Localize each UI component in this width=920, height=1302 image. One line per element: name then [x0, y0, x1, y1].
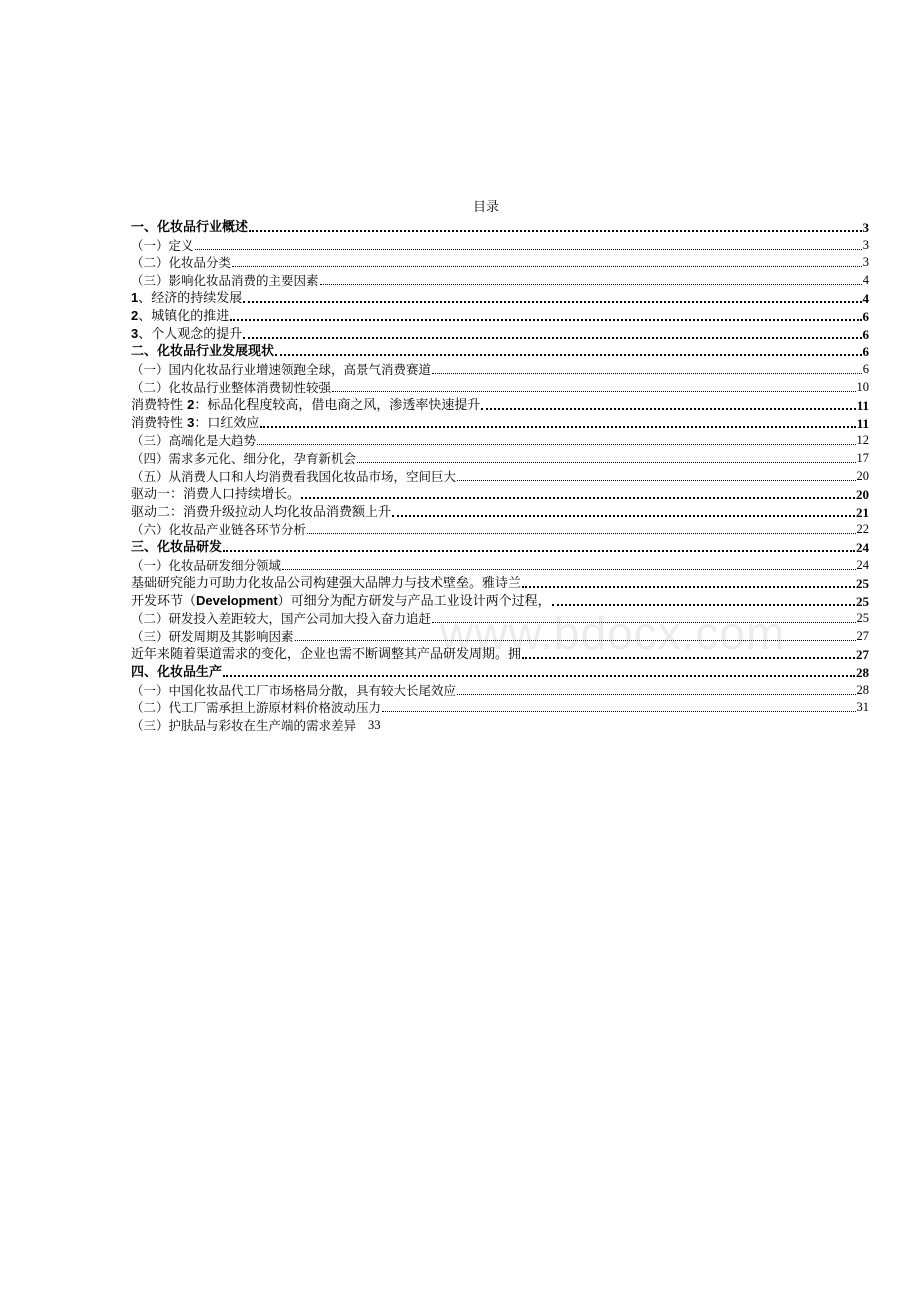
- toc-page-number: 6: [862, 326, 869, 342]
- toc-dot-leader: [332, 391, 855, 392]
- toc-page-number: 3: [862, 237, 869, 252]
- toc-entry-label: [131, 415, 259, 431]
- toc-entry[interactable]: [131, 662, 869, 680]
- toc-entry-label: [131, 255, 231, 270]
- toc-entry[interactable]: [131, 591, 869, 609]
- toc-entry-label: [131, 238, 194, 253]
- toc-dot-leader: [275, 354, 861, 356]
- toc-page-number: 20: [856, 486, 869, 502]
- toc-entry-label: [131, 290, 242, 306]
- toc-entry[interactable]: [131, 324, 869, 342]
- toc-dot-leader: [552, 604, 855, 606]
- toc-entry-label: [131, 308, 229, 324]
- toc-entry-text: （三）研发周期及其影响因素: [131, 629, 294, 645]
- toc-dot-leader: [382, 711, 855, 712]
- toc-entry-text: 驱动二：消费升级拉动人均化妆品消费额上升: [131, 504, 392, 520]
- toc-dot-leader: [223, 550, 855, 552]
- toc-entry-label: [131, 344, 274, 359]
- toc-entry-text: 基础研究能力可助力化妆品公司构建强大品牌力与技术壁垒。雅诗兰: [131, 575, 522, 591]
- toc-entry-label: [131, 451, 356, 466]
- toc-entry-text: 三、化妆品研发: [131, 540, 223, 556]
- toc-entry-label: [131, 220, 248, 235]
- toc-dot-leader: [392, 515, 855, 517]
- toc-entry-label: [131, 665, 222, 680]
- toc-entry-text: （三）高端化是大趋势: [131, 433, 257, 449]
- toc-dot-leader: [232, 266, 862, 267]
- toc-entry-text-suffix: ：标品化程度较高，借电商之风，渗透率快速提升: [194, 397, 481, 413]
- toc-dot-leader: [301, 497, 855, 499]
- toc-entry-text: （一）中国化妆品代工厂市场格局分散，具有较大长尾效应: [131, 682, 457, 698]
- toc-entry[interactable]: [131, 342, 869, 360]
- toc-entry[interactable]: [131, 306, 869, 324]
- toc-entry-label: [131, 611, 431, 626]
- toc-dot-leader: [457, 480, 855, 481]
- toc-page-number: 4: [862, 290, 869, 306]
- toc-entry-text: （一）化妆品研发细分领域: [131, 557, 282, 573]
- toc-page-number: 21: [856, 504, 869, 520]
- toc-page-number: 22: [856, 522, 869, 537]
- toc-dot-leader: [457, 694, 855, 695]
- toc-entry-label: [131, 700, 381, 715]
- toc-entry-text: 开发环节（: [131, 593, 197, 609]
- toc-entry-label: [131, 397, 480, 413]
- toc-entry[interactable]: [131, 573, 869, 591]
- watermark: www.bdocx.com: [440, 607, 786, 659]
- toc-entry[interactable]: [131, 253, 869, 271]
- toc-entry-text-suffix: ）可细分为配方研发与产品工业设计两个过程，: [277, 593, 551, 609]
- toc-dot-leader: [195, 249, 862, 250]
- toc-entry-text: （二）化妆品分类: [131, 255, 232, 271]
- toc-entry-text: （五）从消费人口和人均消费看我国化妆品市场，空间巨大: [131, 468, 457, 484]
- toc-dot-leader: [432, 622, 855, 623]
- toc-dot-leader: [243, 337, 861, 339]
- toc-entry-text: （二）化妆品行业整体消费韧性较强: [131, 379, 332, 395]
- toc-title: 目录: [472, 200, 499, 215]
- toc-entry-text: 消费特性: [131, 415, 188, 431]
- toc-page-number: 28: [856, 664, 869, 680]
- toc-entry[interactable]: [131, 270, 869, 288]
- toc-page-number: 27: [856, 629, 869, 644]
- toc-entry[interactable]: [131, 448, 869, 466]
- toc-page-number: 24: [856, 540, 869, 556]
- toc-entry-latin: 3: [187, 414, 195, 430]
- toc-page-number: 25: [856, 611, 869, 626]
- toc-entry[interactable]: [131, 395, 869, 413]
- toc-page-number: 17: [856, 451, 869, 466]
- toc-entry-label: [131, 362, 431, 377]
- toc-page-number: 20: [856, 468, 869, 483]
- toc-dot-leader: [295, 640, 856, 641]
- toc-entry[interactable]: [131, 377, 869, 395]
- toc-dot-leader: [522, 657, 855, 659]
- toc-entry[interactable]: [131, 217, 869, 235]
- toc-entry-label: [131, 629, 294, 644]
- toc-entry-latin: 2: [187, 396, 195, 412]
- toc-entry-label: [131, 540, 222, 555]
- toc-entry[interactable]: [131, 555, 869, 573]
- toc-page-number: 6: [862, 362, 869, 377]
- toc-page-number: 12: [856, 433, 869, 448]
- toc-entry-label: [131, 469, 456, 484]
- toc-entry-text: （四）需求多元化、细分化，孕育新机会: [131, 451, 357, 467]
- toc-list: [131, 217, 869, 733]
- toc-entry-text: （一）国内化妆品行业增速领跑全球，高景气消费赛道: [131, 362, 432, 378]
- toc-entry-label: [131, 718, 356, 733]
- toc-page-number: 25: [856, 575, 869, 591]
- toc-entry[interactable]: [131, 466, 869, 484]
- toc-entry-text: （二）代工厂需承担上游原材料价格波动压力: [131, 700, 382, 716]
- toc-dot-leader: [230, 319, 861, 321]
- toc-entry[interactable]: [131, 520, 869, 538]
- toc-page-number: 3: [862, 219, 869, 235]
- toc-dot-leader: [249, 230, 861, 232]
- toc-entry-text: 二、化妆品行业发展现状: [131, 344, 275, 360]
- toc-page-number: 4: [862, 273, 869, 288]
- toc-entry-text: 、城镇化的推进: [138, 308, 230, 324]
- toc-entry-text: （六）化妆品产业链各环节分析: [131, 522, 307, 538]
- toc-entry-label: [131, 380, 331, 395]
- toc-page-number: 31: [856, 700, 869, 715]
- toc-entry-number: 3: [131, 325, 139, 341]
- toc-entry-text: （三）影响化妆品消费的主要因素: [131, 273, 319, 289]
- toc-entry-text: （三）护肤品与彩妆在生产端的需求差异: [131, 718, 357, 734]
- toc-entry-label: [131, 505, 391, 520]
- toc-page-number: 6: [862, 308, 869, 324]
- toc-entry[interactable]: [131, 235, 869, 253]
- toc-entry-label: [131, 647, 521, 662]
- toc-entry[interactable]: [131, 644, 869, 662]
- toc-entry-latin: Development: [196, 592, 278, 608]
- toc-dot-leader: [260, 426, 855, 428]
- toc-entry-text: 、个人观念的提升: [138, 326, 243, 342]
- toc-dot-leader: [257, 444, 855, 445]
- toc-entry[interactable]: [131, 431, 869, 449]
- toc-dot-leader: [357, 462, 855, 463]
- toc-page-number: 28: [856, 682, 869, 697]
- toc-entry-label: [131, 576, 521, 591]
- toc-entry-text: 、经济的持续发展: [138, 290, 243, 306]
- toc-dot-leader: [320, 284, 862, 285]
- toc-entry-label: [131, 593, 551, 609]
- toc-entry-text: （一）定义: [131, 237, 194, 253]
- toc-entry[interactable]: [131, 698, 869, 716]
- toc-page-number: 27: [856, 646, 869, 662]
- toc-entry-label: [131, 522, 306, 537]
- toc-page-number: 11: [856, 415, 869, 431]
- toc-page-number: 3: [862, 255, 869, 270]
- toc-entry-number: 1: [131, 289, 139, 305]
- toc-dot-leader: [282, 569, 855, 570]
- toc-entry[interactable]: [131, 502, 869, 520]
- toc-page-number: 6: [862, 344, 869, 360]
- toc-entry[interactable]: [131, 715, 869, 733]
- toc-page-number: 10: [856, 379, 869, 394]
- toc-entry-number: 2: [131, 307, 139, 323]
- toc-entry-text: 四、化妆品生产: [131, 664, 223, 680]
- toc-page-number: 11: [856, 397, 869, 413]
- toc-entry-label: [131, 273, 319, 288]
- toc-entry[interactable]: [131, 626, 869, 644]
- toc-page-number: 33: [368, 718, 381, 733]
- toc-dot-leader: [223, 675, 855, 677]
- toc-entry[interactable]: [131, 609, 869, 627]
- toc-entry-label: [131, 433, 256, 448]
- toc-entry-text: 驱动一：消费人口持续增长。: [131, 486, 301, 502]
- toc-entry-label: [131, 558, 281, 573]
- toc-entry[interactable]: [131, 537, 869, 555]
- toc-page-number: 24: [856, 557, 869, 572]
- toc-dot-leader: [307, 533, 855, 534]
- toc-entry-text: 消费特性: [131, 397, 188, 413]
- toc-dot-leader: [522, 586, 855, 588]
- toc-entry[interactable]: [131, 680, 869, 698]
- toc-dot-leader: [481, 408, 855, 410]
- toc-entry[interactable]: [131, 288, 869, 306]
- toc-page-number: 25: [856, 593, 869, 609]
- toc-entry[interactable]: [131, 484, 869, 502]
- toc-entry-label: [131, 683, 456, 698]
- toc-entry[interactable]: [131, 359, 869, 377]
- toc-entry-text: 一、化妆品行业概述: [131, 219, 249, 235]
- toc-entry-label: [131, 487, 300, 502]
- toc-entry-label: [131, 326, 242, 342]
- toc-entry[interactable]: [131, 413, 869, 431]
- toc-entry-text-suffix: ：口红效应: [194, 415, 260, 431]
- toc-entry-text: （二）研发投入差距较大，国产公司加大投入奋力追赶: [131, 611, 432, 627]
- toc-dot-leader: [243, 301, 861, 303]
- toc-entry-text: 近年来随着渠道需求的变化，企业也需不断调整其产品研发周期。拥: [131, 646, 522, 662]
- toc-dot-leader: [432, 373, 862, 374]
